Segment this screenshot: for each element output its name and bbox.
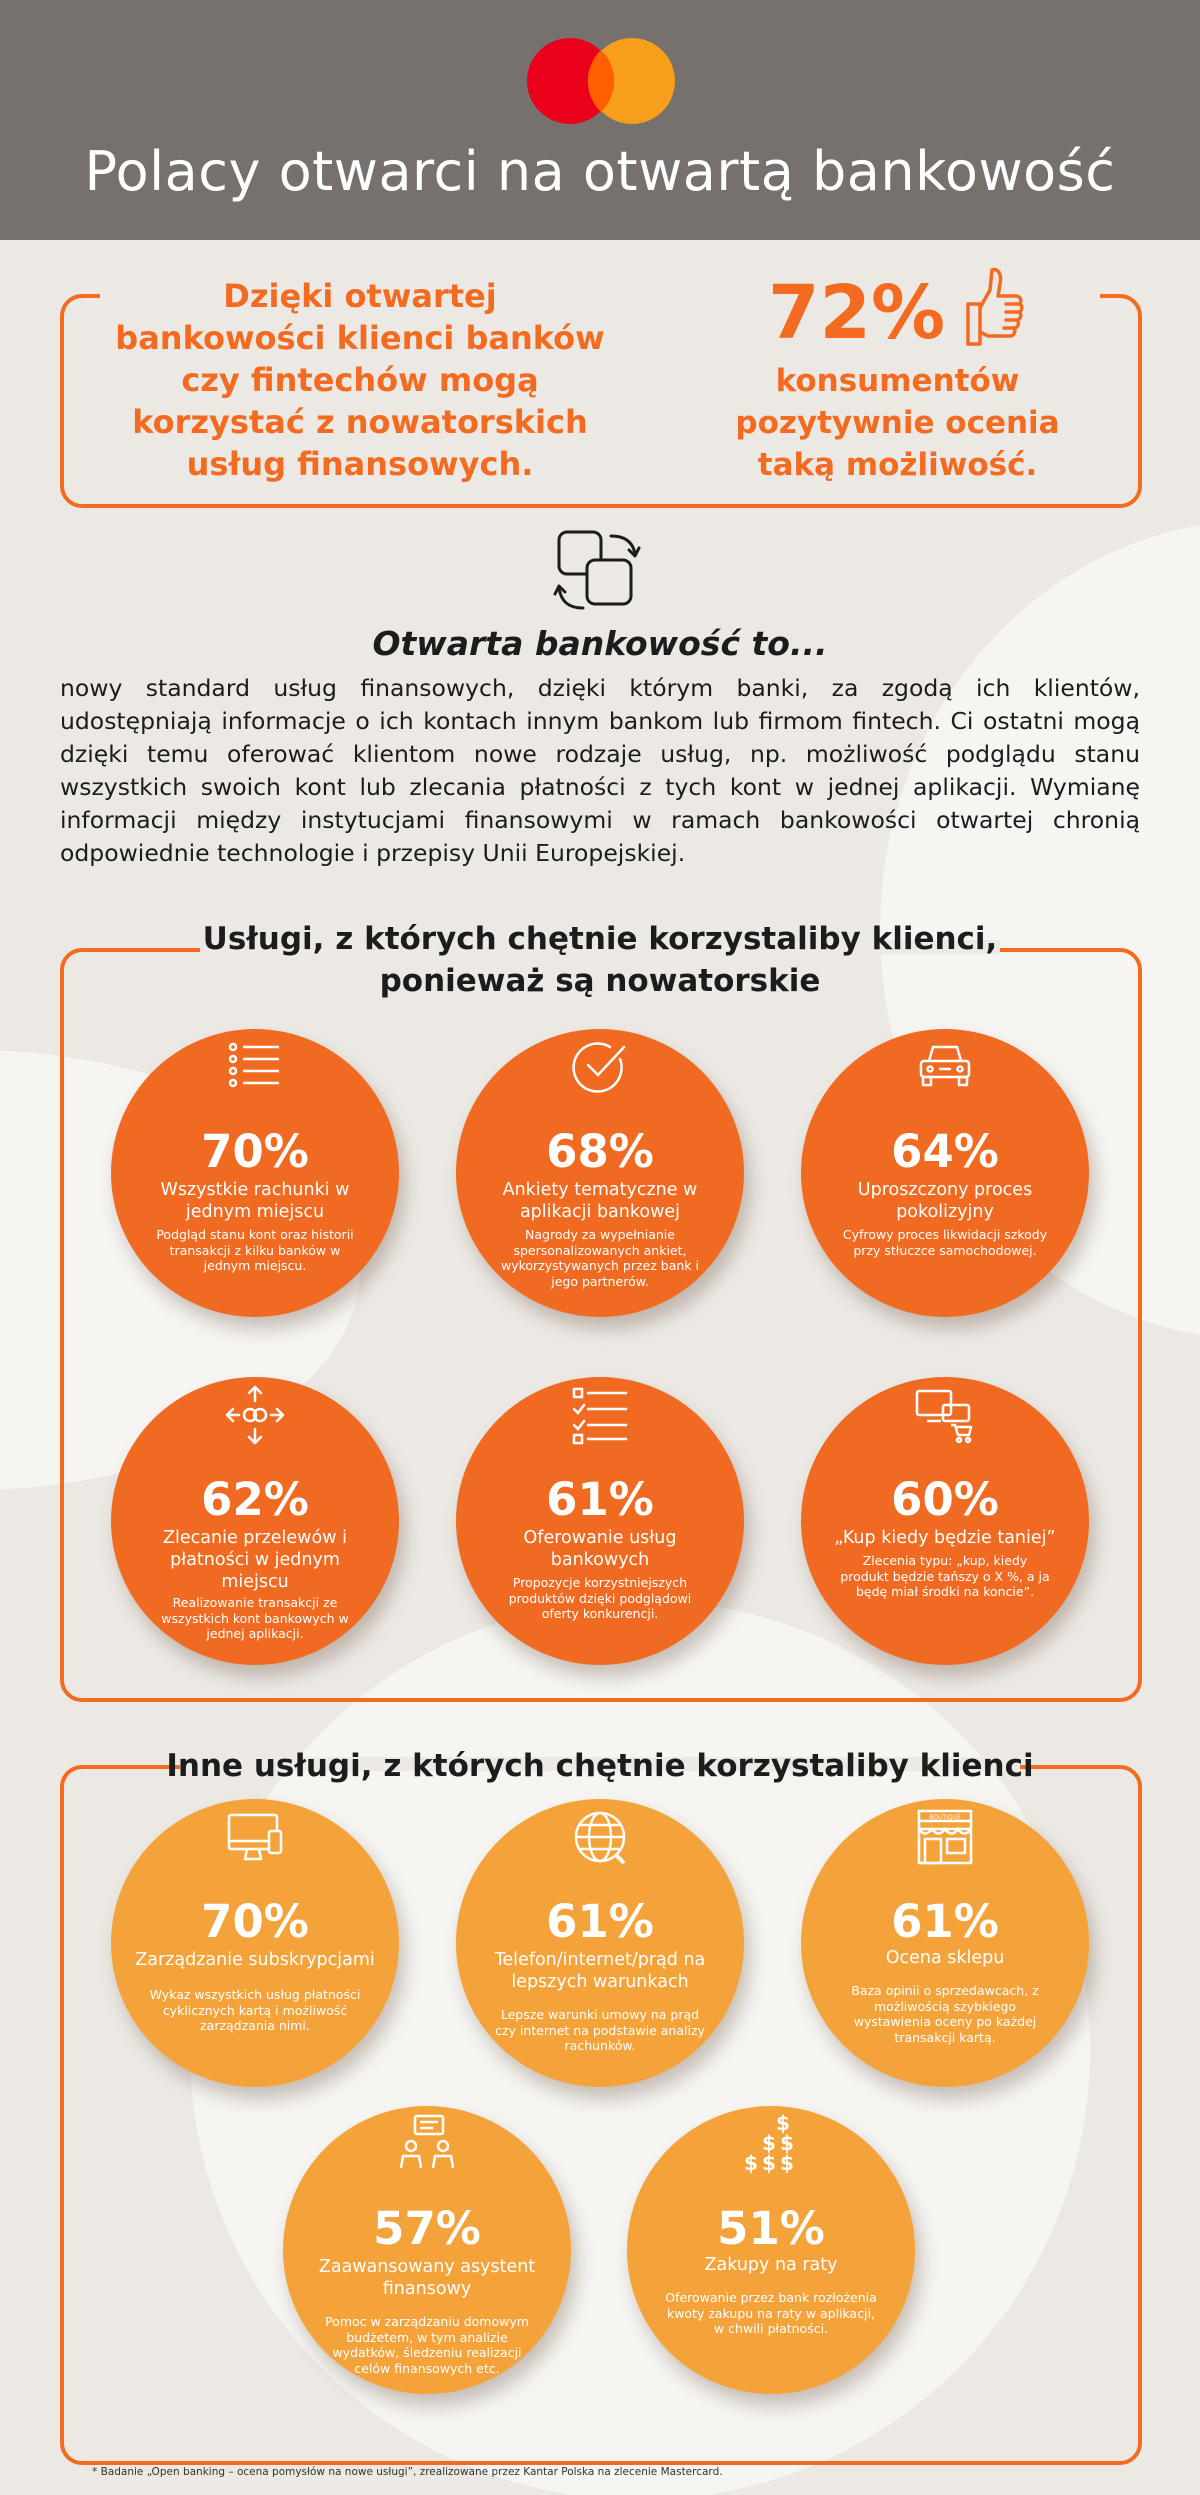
service-title: Zaawansowany asystent finansowy bbox=[318, 2257, 536, 2299]
list-icon bbox=[225, 1037, 285, 1097]
service-circle bbox=[801, 1029, 1089, 1317]
open-banking-title: Otwarta bankowość to... bbox=[372, 624, 828, 663]
svg-text:$: $ bbox=[780, 2151, 794, 2174]
service-title: Ankiety tematyczne w aplikacji bankowej bbox=[502, 1180, 698, 1222]
section2-title: Inne usługi, z których chętnie korzystaliby klienci bbox=[166, 1748, 1034, 1784]
service-percentage: 68% bbox=[546, 1125, 654, 1178]
service-description: Propozycje korzystniejszych produktów dzięki podglądowi oferty konkurencji. bbox=[508, 1575, 692, 1621]
svg-text:$: $ bbox=[776, 2114, 790, 2135]
service-circle bbox=[627, 2106, 915, 2394]
svg-text:$: $ bbox=[744, 2151, 758, 2174]
monitor-icon bbox=[225, 1807, 285, 1867]
section1-title: Usługi, z których chętnie korzystaliby klienci, ponieważ są nowatorskie bbox=[202, 921, 998, 999]
service-title: „Kup kiedy będzie taniej” bbox=[834, 1528, 1056, 1548]
service-description: Nagrody za wypełnianie spersonalizowanych ankiet, wykorzystywanych przez bank i jego partnerów. bbox=[500, 1227, 699, 1289]
mastercard-logo-icon bbox=[525, 36, 677, 126]
service-description: Lepsze warunki umowy na prąd czy internet na podstawie analizy rachunków. bbox=[495, 2007, 705, 2053]
service-percentage: 70% bbox=[201, 1895, 309, 1948]
svg-text:BOUTIQUE: BOUTIQUE bbox=[929, 1814, 961, 1821]
service-circle bbox=[801, 1799, 1089, 2087]
globe-icon bbox=[570, 1807, 630, 1867]
service-description: Zlecenia typu: „kup, kiedy produkt będzie tańszy o X %, a ja będę miał środki na koncie”. bbox=[840, 1553, 1050, 1599]
service-circle bbox=[111, 1799, 399, 2087]
intro-stat-caption: konsumentów pozytywnie ocenia taką możliwość. bbox=[735, 363, 1060, 483]
service-percentage: 61% bbox=[546, 1895, 654, 1948]
service-title: Oferowanie usług bankowych bbox=[523, 1528, 677, 1570]
service-percentage: 57% bbox=[373, 2202, 481, 2255]
transfer-arrows-icon bbox=[225, 1385, 285, 1445]
car-icon bbox=[915, 1037, 975, 1097]
service-circle bbox=[456, 1029, 744, 1317]
checklist-icon bbox=[570, 1385, 630, 1445]
boutique-store-icon bbox=[915, 1807, 975, 1867]
service-description: Oferowanie przez bank rozłożenia kwoty zakupu na raty w aplikacji, w chwili płatności. bbox=[665, 2290, 877, 2336]
svg-text:$: $ bbox=[762, 2151, 776, 2174]
service-circle bbox=[801, 1377, 1089, 1665]
service-description: Cyfrowy proces likwidacji szkody przy stłuczce samochodowej. bbox=[842, 1227, 1048, 1258]
service-description: Realizowanie transakcji ze wszystkich kont bankowych w jednej aplikacji. bbox=[161, 1595, 349, 1641]
service-circle bbox=[456, 1377, 744, 1665]
service-percentage: 61% bbox=[546, 1473, 654, 1526]
service-title: Zakupy na raty bbox=[704, 2255, 838, 2275]
service-circle bbox=[456, 1799, 744, 2087]
service-title: Wszystkie rachunki w jednym miejscu bbox=[160, 1180, 350, 1222]
service-description: Wykaz wszystkich usług płatności cyklicznych kartą i możliwość zarządzania nimi. bbox=[149, 1987, 361, 2033]
dollar-signs-icon bbox=[741, 2114, 801, 2174]
header-banner bbox=[0, 0, 1200, 240]
service-percentage: 51% bbox=[717, 2202, 825, 2255]
intro-stat: 72% bbox=[768, 270, 946, 356]
assistant-people-icon bbox=[397, 2114, 457, 2174]
service-title: Uproszczony proces pokolizyjny bbox=[857, 1180, 1033, 1222]
exchange-squares-icon bbox=[553, 526, 643, 616]
svg-text:$: $ bbox=[762, 2131, 776, 2155]
service-percentage: 62% bbox=[201, 1473, 309, 1526]
service-percentage: 60% bbox=[891, 1473, 999, 1526]
service-description: Baza opinii o sprzedawcach, z możliwością szybkiego wystawienia oceny po każdej transakcji kartą. bbox=[851, 1983, 1039, 2045]
service-title: Zlecanie przelewów i płatności w jednym miejscu bbox=[163, 1528, 347, 1592]
service-title: Telefon/internet/prąd na lepszych warunkach bbox=[494, 1950, 706, 1992]
service-percentage: 61% bbox=[891, 1895, 999, 1948]
service-description: Pomoc w zarządzaniu domowym budżetem, w tym analizie wydatków, śledzeniu realizacji celów finansowych etc. bbox=[325, 2314, 529, 2376]
service-percentage: 70% bbox=[201, 1125, 309, 1178]
checkmark-circle-icon bbox=[570, 1037, 630, 1097]
thumbs-up-icon bbox=[962, 264, 1024, 348]
devices-cart-icon bbox=[915, 1385, 975, 1445]
service-circle bbox=[111, 1377, 399, 1665]
service-circle bbox=[111, 1029, 399, 1317]
footnote: * Badanie „Open banking – ocena pomysłów na nowe usługi”, zrealizowane przez Kantar Polska na zlecenie Mastercard. bbox=[92, 2466, 723, 2478]
open-banking-description: nowy standard usług finansowych, dzięki którym banki, za zgodą ich klientów, udostępniają informacje o ich kontach innym bankom lub firmom fintech. Ci ostatni mogą dzięki temu oferować klientom nowe rodzaje usług, np. możliwość podglądu stanu wszystkich swoich kont lub zlecania płatności z tych kont w jednej aplikacji. Wymianę informacji między instytucjami finansowymi w ramach bankowości otwartej chronią odpowiednie technologie i przepisy Unii Europejskiej. bbox=[60, 674, 1140, 867]
service-description: Podgląd stanu kont oraz historii transakcji z kilku banków w jednym miejscu. bbox=[156, 1227, 354, 1273]
service-circle bbox=[283, 2106, 571, 2394]
svg-text:$: $ bbox=[780, 2131, 794, 2155]
intro-text: Dzięki otwartej bankowości klienci banków czy fintechów mogą korzystać z nowatorskich usług finansowych. bbox=[115, 277, 605, 483]
service-title: Ocena sklepu bbox=[885, 1948, 1005, 1968]
service-title: Zarządzanie subskrypcjami bbox=[135, 1950, 375, 1970]
page-title: Polacy otwarci na otwartą bankowość bbox=[84, 140, 1116, 203]
service-percentage: 64% bbox=[891, 1125, 999, 1178]
